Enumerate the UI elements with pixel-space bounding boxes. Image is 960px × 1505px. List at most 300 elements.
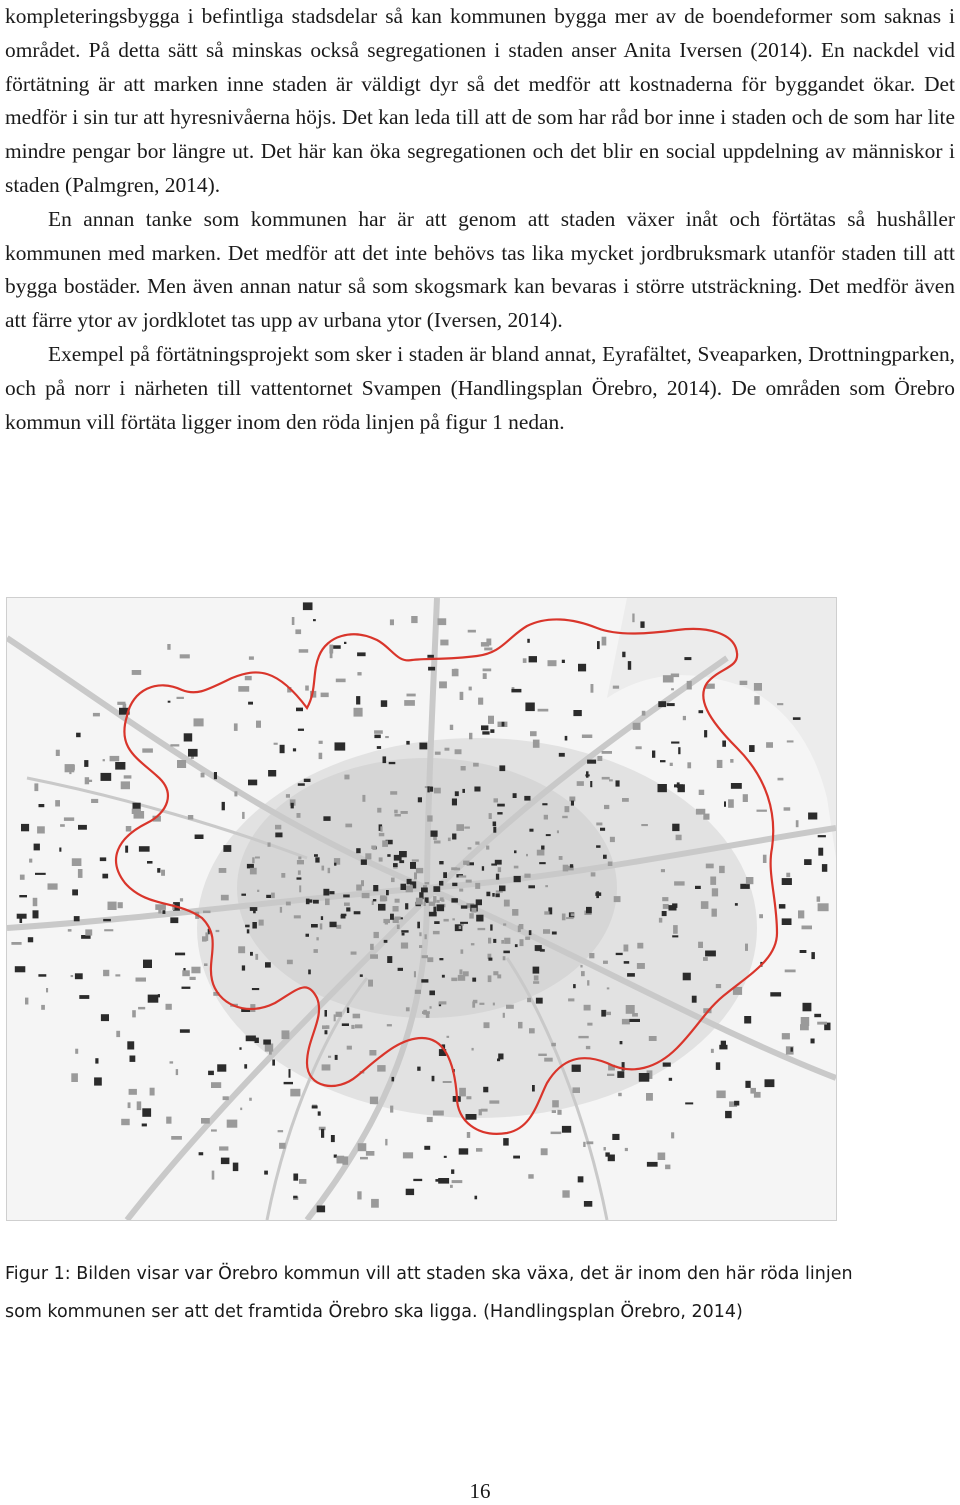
building (770, 992, 781, 996)
building (763, 855, 767, 863)
building (493, 822, 497, 827)
building (437, 905, 444, 912)
building (527, 639, 530, 643)
building (74, 916, 80, 921)
building (335, 1055, 338, 1060)
building (95, 1058, 98, 1063)
building (586, 907, 592, 913)
building (269, 1048, 272, 1055)
building (407, 694, 416, 697)
building (486, 892, 490, 897)
building (811, 952, 815, 959)
building (72, 889, 78, 895)
building (497, 812, 502, 814)
building (294, 915, 301, 918)
paragraph-1: kompleteringsbygga i befintliga stadsdelar så kan kommunen bygga mer av de boendeformer som saknas i området. På detta sätt så minskas också segregationen i staden anser Anita Iversen (2014). En nackdel vid förtätning är att marken inne staden är väldigt dyr så det medför att kostnaderna för byggandet ökar. Det medför i sin tur att hyresnivåerna höjs. Det kan leda till att de som har råd bor inne i staden och de som har lite mindre pengar bor längre ut. Det här kan öka segregationen och det blir en social uppdelning av människor i staden (Palmgren, 2014). (5, 4, 955, 197)
building (618, 1093, 622, 1096)
building (188, 815, 193, 820)
building (322, 866, 325, 871)
building (745, 1081, 750, 1088)
building (624, 961, 630, 964)
building (468, 847, 472, 849)
building (180, 1029, 190, 1033)
building (78, 869, 83, 878)
building (438, 618, 447, 625)
building (503, 1013, 505, 1018)
building (136, 978, 147, 982)
building (513, 1156, 520, 1159)
building (562, 660, 565, 663)
building (486, 639, 491, 646)
building (75, 1049, 78, 1054)
building (404, 700, 415, 706)
building (110, 756, 120, 761)
building (427, 957, 433, 962)
building (201, 773, 205, 778)
building (432, 1076, 435, 1082)
building (478, 928, 486, 930)
building (303, 602, 313, 610)
building (377, 746, 381, 749)
building (127, 1041, 134, 1049)
building (455, 924, 463, 931)
building (357, 652, 366, 656)
building (374, 932, 379, 938)
building (221, 1158, 230, 1165)
building (586, 1141, 593, 1144)
building (818, 835, 826, 837)
building (610, 837, 615, 842)
building (529, 930, 532, 935)
building (297, 813, 301, 818)
building (101, 1014, 109, 1021)
building (417, 922, 420, 929)
building (483, 1087, 488, 1093)
building (182, 987, 191, 989)
building (387, 956, 392, 963)
building (247, 864, 254, 869)
building (397, 925, 400, 929)
building (362, 795, 365, 802)
building (587, 1023, 592, 1026)
building (459, 926, 462, 929)
building (194, 718, 204, 726)
building (233, 1163, 239, 1172)
building (478, 698, 483, 705)
building (754, 683, 762, 691)
building (497, 974, 501, 978)
building (406, 885, 413, 892)
building (452, 834, 456, 840)
building (427, 655, 434, 658)
building (452, 1180, 463, 1183)
building (559, 856, 563, 860)
building (331, 1135, 335, 1142)
building (626, 1005, 635, 1014)
building (248, 780, 257, 786)
building (329, 891, 334, 894)
building (536, 998, 543, 1004)
building (716, 1062, 720, 1070)
building (811, 1039, 815, 1044)
building (287, 960, 293, 965)
building (421, 979, 428, 982)
building (511, 689, 521, 693)
building (520, 939, 524, 946)
building (401, 930, 408, 932)
building (545, 885, 548, 887)
building (341, 914, 347, 917)
building (818, 903, 829, 911)
building (533, 981, 539, 984)
building (211, 1129, 217, 1131)
building (459, 875, 467, 877)
building (257, 890, 259, 892)
building (496, 893, 500, 897)
building (293, 748, 296, 751)
building (116, 1031, 120, 1037)
building (390, 1106, 393, 1113)
building (394, 917, 400, 920)
building (613, 686, 619, 689)
building (662, 897, 668, 901)
building (399, 860, 404, 863)
building (719, 1045, 727, 1050)
building (121, 1119, 130, 1125)
building (538, 1054, 547, 1056)
building (551, 1043, 556, 1047)
building (387, 1024, 392, 1026)
building (464, 827, 470, 829)
building (622, 798, 629, 802)
building (475, 1196, 478, 1200)
building (184, 733, 193, 741)
building (492, 893, 494, 897)
building (423, 1010, 427, 1015)
building (48, 883, 58, 889)
building (583, 1142, 585, 1147)
building (604, 1147, 606, 1151)
building (292, 617, 295, 625)
building (537, 850, 545, 856)
building (614, 896, 621, 902)
building (424, 1146, 430, 1150)
building (385, 1139, 387, 1146)
building (528, 1174, 533, 1179)
building (712, 909, 717, 917)
building (314, 854, 318, 857)
building (333, 645, 341, 649)
building (456, 824, 464, 831)
building (142, 1108, 151, 1117)
building (357, 672, 361, 675)
building (35, 873, 46, 875)
building (695, 886, 701, 889)
building (494, 798, 499, 802)
building (238, 946, 245, 953)
building (314, 949, 318, 953)
building (609, 779, 613, 781)
building (671, 1132, 674, 1138)
building (204, 963, 208, 966)
building (518, 1022, 523, 1029)
building (212, 1171, 215, 1180)
building (94, 1077, 102, 1085)
building (581, 971, 585, 976)
building (468, 630, 476, 633)
building (245, 676, 252, 680)
building (672, 935, 678, 937)
building (175, 953, 185, 956)
building (434, 788, 441, 794)
building (380, 826, 382, 831)
building (589, 953, 594, 958)
building (822, 864, 827, 872)
building (475, 883, 480, 889)
building (318, 1111, 321, 1115)
building (272, 1060, 275, 1066)
building (134, 811, 145, 819)
building (401, 884, 407, 890)
building (687, 762, 691, 768)
building (476, 1148, 482, 1152)
building (493, 1003, 495, 1006)
building (259, 920, 264, 926)
building (383, 756, 387, 763)
building (491, 864, 497, 866)
building (321, 693, 329, 698)
building (126, 826, 132, 832)
building (642, 711, 646, 716)
building (334, 863, 336, 866)
building (754, 696, 759, 705)
building (379, 857, 383, 861)
building (79, 995, 89, 999)
building (252, 988, 259, 990)
building (584, 1005, 591, 1011)
figure-caption (5, 1255, 945, 1331)
building (710, 877, 716, 885)
building (587, 760, 596, 764)
building (344, 642, 346, 644)
building (325, 899, 330, 906)
building (322, 1025, 327, 1029)
building (286, 902, 291, 906)
building (800, 950, 807, 953)
building (490, 924, 492, 930)
building (354, 708, 363, 717)
building (451, 978, 457, 982)
building (343, 895, 350, 898)
building (362, 893, 370, 898)
building (132, 670, 142, 675)
building (818, 848, 823, 856)
building (336, 679, 346, 683)
building (665, 1165, 670, 1170)
building (255, 954, 258, 960)
building (162, 910, 165, 914)
building (778, 778, 784, 781)
building (132, 1010, 136, 1017)
building (377, 1065, 385, 1072)
building (641, 824, 648, 826)
building (670, 763, 673, 766)
building (525, 937, 530, 940)
building (219, 868, 227, 873)
building (652, 751, 655, 758)
building (450, 725, 453, 730)
building (319, 753, 323, 759)
building (460, 922, 468, 924)
building (570, 864, 573, 868)
building (451, 867, 457, 870)
building (636, 746, 642, 749)
building (137, 1101, 142, 1110)
building (444, 919, 449, 922)
building (625, 1148, 628, 1151)
building (671, 688, 674, 690)
building (528, 885, 535, 888)
building (573, 710, 581, 716)
building (459, 1148, 469, 1154)
building (274, 743, 278, 745)
building (142, 748, 153, 752)
building (586, 1046, 590, 1049)
building (401, 943, 408, 949)
building (562, 1126, 571, 1133)
building (572, 1065, 581, 1072)
building (750, 1088, 756, 1094)
building (38, 974, 46, 977)
building (211, 1082, 221, 1088)
building (427, 786, 429, 792)
building (471, 908, 476, 913)
building (394, 810, 398, 814)
building (539, 862, 546, 864)
building (552, 1100, 559, 1107)
building (784, 807, 791, 810)
building (460, 692, 464, 700)
building (640, 621, 644, 628)
building (779, 904, 786, 909)
building (412, 859, 419, 861)
building (221, 895, 229, 901)
building (439, 861, 443, 864)
building (170, 1061, 174, 1063)
building (459, 969, 462, 974)
building (219, 1146, 228, 1150)
building (104, 929, 113, 931)
building (463, 971, 469, 976)
paragraph-2: En annan tanke som kommunen har är att genom att staden växer inåt och förtätas så hushåller kommunen med marken. Det medför att det inte behövs tas lika mycket jordbruksmark utanför staden till att bygga bostäder. Men även annan natur så som skogsmark kan bevaras i större utsträckning. Det medför även att färre ytor av jordklotet tas upp av urbana ytor (Iversen, 2014). (5, 206, 955, 333)
building (299, 1179, 306, 1184)
building (461, 905, 467, 908)
building (603, 961, 608, 964)
building (677, 782, 680, 788)
building (683, 973, 691, 981)
building (238, 686, 249, 692)
building (637, 943, 643, 949)
building (421, 888, 428, 893)
building (673, 925, 678, 934)
building (526, 854, 528, 856)
building (34, 844, 40, 851)
building (529, 829, 533, 832)
building (669, 1078, 672, 1081)
building (578, 1036, 588, 1038)
building (580, 965, 582, 968)
building (501, 940, 504, 944)
building (698, 942, 703, 948)
building (437, 900, 440, 903)
building (320, 923, 323, 929)
building (704, 730, 707, 737)
building (488, 975, 492, 982)
building (401, 811, 408, 814)
building (524, 874, 530, 878)
building (268, 770, 276, 777)
building (374, 735, 380, 739)
caption-line-1: Figur 1: Bilden visar var Örebro kommun vill att staden ska växa, det är inom den här röda linjen (5, 1264, 853, 1284)
building (429, 912, 437, 917)
building (319, 741, 323, 744)
building (425, 934, 427, 939)
building (180, 898, 183, 901)
building (279, 1143, 286, 1149)
building (415, 990, 421, 994)
building (19, 895, 27, 897)
building (311, 924, 318, 928)
building (514, 876, 521, 882)
building (607, 987, 610, 989)
building (587, 980, 589, 985)
building (663, 675, 674, 682)
building (684, 657, 691, 660)
building (504, 900, 510, 907)
building (488, 958, 492, 961)
building (798, 910, 804, 918)
building (591, 872, 596, 876)
building (255, 1038, 259, 1043)
building (414, 971, 416, 977)
building (577, 781, 584, 786)
building (344, 775, 349, 780)
building (41, 1005, 45, 1010)
building (716, 984, 721, 988)
building (381, 700, 387, 707)
building (647, 1162, 658, 1167)
building (370, 954, 378, 959)
building (711, 1049, 714, 1053)
building (84, 760, 88, 767)
building (157, 868, 160, 873)
building (703, 957, 708, 961)
building (452, 883, 457, 886)
building (180, 654, 190, 658)
building (373, 899, 376, 901)
building (596, 891, 599, 898)
building (393, 906, 399, 912)
building (584, 1201, 592, 1207)
building (712, 888, 718, 896)
building (596, 823, 602, 826)
building (102, 874, 108, 879)
building (25, 998, 28, 1005)
building (177, 697, 184, 699)
building (29, 859, 32, 863)
building (325, 1030, 328, 1034)
building (461, 949, 464, 953)
